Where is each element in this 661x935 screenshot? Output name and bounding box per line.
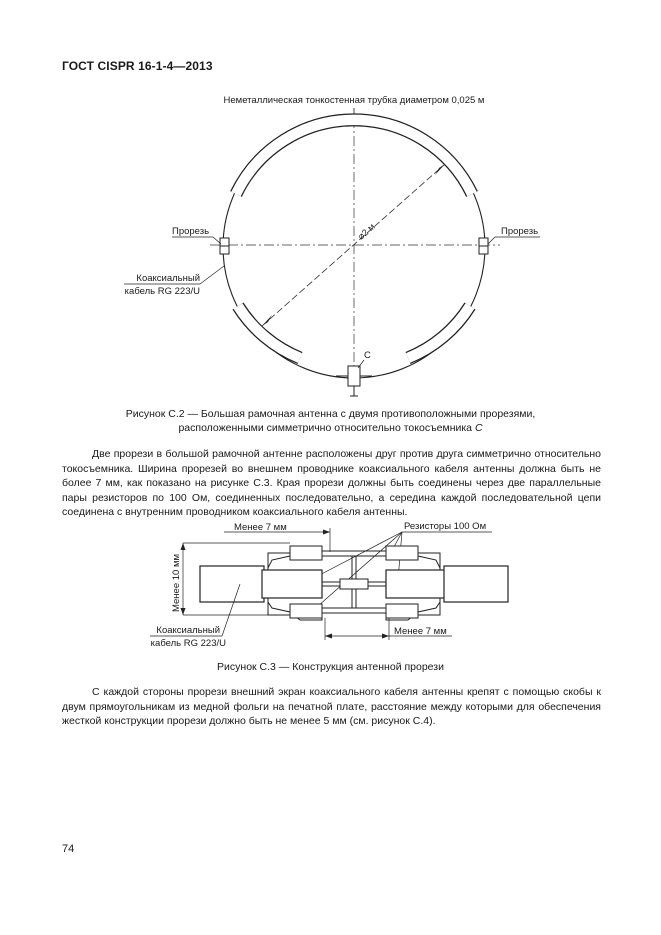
figure-c3-caption: Рисунок С.3 — Конструкция антенной прорези bbox=[217, 661, 444, 673]
foil-pad-top-right bbox=[386, 546, 418, 560]
paragraph-2: С каждой стороны прорези внешний экран коаксиального кабеля антенны крепят с помощью скобы к двум прямоугольникам из медной фольги на печатной плате, расстояние между которыми для обеспечения жесткой конструкции прорези должно быть не менее 5 мм (см. рисунок С.4). bbox=[62, 686, 601, 728]
coax-right-shield bbox=[386, 570, 446, 598]
slot-label-left: Прорезь bbox=[172, 226, 210, 237]
dim-less7-top: Менее 7 мм bbox=[234, 522, 287, 533]
foil-pad-bottom-right bbox=[386, 604, 418, 618]
resistors-label: Резисторы 100 Ом bbox=[404, 521, 487, 532]
cable-label-line1: Коаксиальный bbox=[136, 273, 200, 284]
document-header: ГОСТ CISPR 16-1-4—2013 bbox=[62, 59, 213, 73]
figure-c2-caption: Рисунок С.2 — Большая рамочная антенна с двумя противоположными прорезями, расположенными симметрично относительно токосъемника С bbox=[125, 408, 536, 434]
cable-label-line2: кабель RG 223/U bbox=[124, 286, 200, 297]
dim-less10: Менее 10 мм bbox=[171, 553, 182, 612]
paragraph-1: Две прорези в большой рамочной антенне расположены друг против друга симметрично относительно токосъемника. Ширина прорезей во внешнем проводнике коаксиального кабеля антенны должна быть не более 7 мм, как показано на рисунке С.3. Края прорези должны быть соединены через две параллельные пары резисторов по 100 Ом, соединенных последовательно, а середина каждой последовательной цепи соединена с внутренним проводником коаксиального кабеля антенны. bbox=[62, 448, 601, 519]
coax-left-shield bbox=[262, 570, 322, 598]
foil-pad-top-left bbox=[290, 546, 322, 560]
dim-less7-bottom: Менее 7 мм bbox=[394, 626, 447, 637]
c3-cable-label-line2: кабель RG 223/U bbox=[150, 638, 226, 649]
coax-right-outer bbox=[444, 566, 508, 602]
c3-cable-label-line1: Коаксиальный bbox=[156, 625, 220, 636]
feed-label: С bbox=[364, 350, 371, 361]
slot-label-right: Прорезь bbox=[501, 226, 539, 237]
foil-pad-bottom-left bbox=[290, 604, 322, 618]
page-number: 74 bbox=[62, 843, 75, 855]
tube-label: Неметаллическая тонкостенная трубка диаметром 0,025 м bbox=[223, 95, 485, 106]
diameter-label: ⌀2 м bbox=[355, 221, 377, 242]
coax-left-outer bbox=[200, 566, 264, 602]
